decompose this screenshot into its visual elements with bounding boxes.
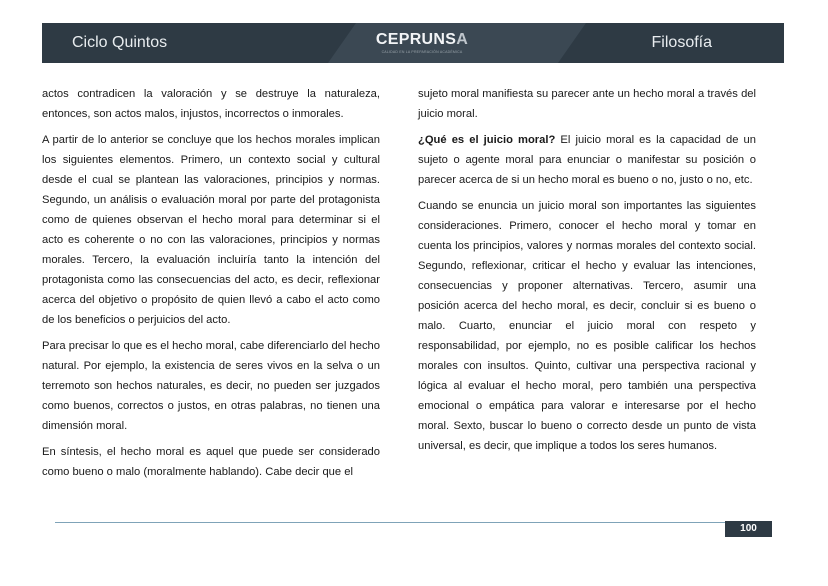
left-column	[42, 84, 380, 488]
logo-text-accent: A	[456, 31, 469, 48]
page-header	[42, 23, 784, 63]
paragraph	[418, 130, 756, 190]
paragraph: actos contradicen la valoración y se destruye la naturaleza, entonces, son actos malos, injustos, incorrectos o inmorales.	[42, 88, 380, 120]
course-title: Ciclo Quintos	[72, 34, 168, 51]
footer-divider	[55, 522, 727, 523]
logo-tagline: CALIDAD EN LA PREPARACIÓN ACADÉMICA	[381, 50, 463, 54]
paragraph: En síntesis, el hecho moral es aquel que puede ser considerado como bueno o malo (moralmente hablando). Cabe decir que el	[42, 446, 380, 478]
subject-title: Filosofía	[651, 34, 712, 51]
paragraph-text: El juicio moral es la capacidad de un sujeto o agente moral para enunciar o manifestar su posición o parecer acerca de si un hecho moral es bueno o no, justo o no, etc.	[418, 134, 756, 186]
page-number: 100	[725, 521, 772, 537]
ceprunsa-logo	[372, 31, 472, 54]
logo-text-main: CEPRUNS	[375, 31, 457, 48]
right-column	[418, 84, 756, 462]
paragraph: Para precisar lo que es el hecho moral, cabe diferenciarlo del hecho natural. Por ejemplo, la existencia de seres vivos en la selva o un terremoto son hechos naturales, es decir, no pueden ser juzgados como buenos, correctos o justos, en otras palabras, no tienen una dimensión moral.	[42, 340, 380, 432]
paragraph: Cuando se enuncia un juicio moral son importantes las siguientes consideraciones. Primero, conocer el hecho moral y tomar en cuenta los principios, valores y normas morales del contexto social. Segundo, reflexionar, criticar el hecho y evaluar las intenciones, consecuencias y proponer alternativas. Tercero, asumir una posición acerca del hecho moral, es decir, concluir si es bueno o malo. Cuarto, enunciar el juicio moral con respeto y responsabilidad, por ejemplo, no es posible calificar los hechos morales con insultos. Quinto, cultivar una perspectiva racional y lógica al evaluar el hecho moral, pero también una perspectiva emocional o empática para valorar e interesarse por el hecho moral. Sexto, buscar lo bueno o correcto desde un punto de vista universal, es decir, que implique a todos los seres humanos.	[418, 200, 756, 452]
logo-text	[372, 31, 472, 49]
paragraph: A partir de lo anterior se concluye que los hechos morales implican los siguientes elementos. Primero, un contexto social y cultural desde el cual se plantean las valoraciones, principios y normas. Segundo, un análisis o evaluación moral por parte del protagonista como de quienes observan el hecho moral para determinar si el acto es coherente o no con las valoraciones, principios y normas morales. Tercero, la evaluación incluiría tanto la intención del protagonista como las consecuencias del acto, es decir, reflexionar acerca del objetivo o propósito de quien llevó a cabo el acto como de los beneficios o perjuicios del acto.	[42, 134, 380, 326]
question-heading: ¿Qué es el juicio moral?	[418, 134, 556, 146]
paragraph: sujeto moral manifiesta su parecer ante un hecho moral a través del juicio moral.	[418, 88, 756, 120]
